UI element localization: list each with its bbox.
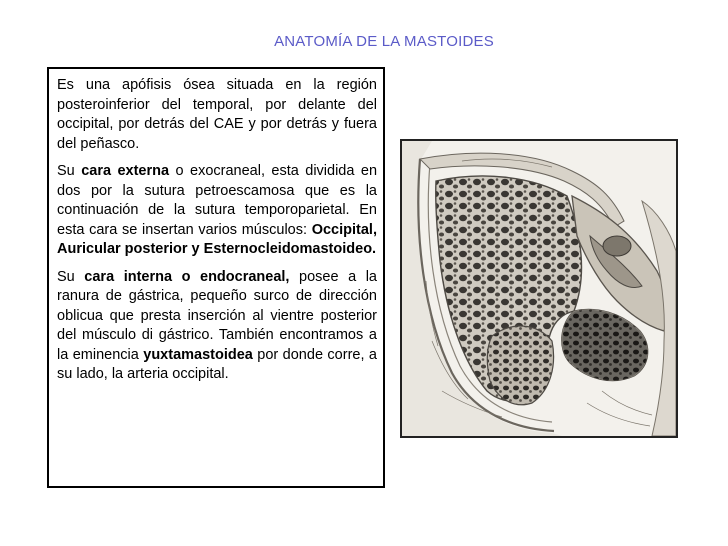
text-run: Su [57,163,82,179]
paragraph-external-face [57,162,377,260]
text-run: posee a la ranura de gástrica, pequeño surco de dirección oblicua que presta inserción al vientre posterior del músculo di gástrico. También encontramos a la eminencia [57,268,377,363]
mastoid-drawing [402,141,676,436]
description-box [47,67,385,488]
text-run: por donde corre, a su lado, la arteria occipital. [57,346,377,382]
paragraph-intro: Es una apófisis ósea situada en la región posteroinferior del temporal, por delante del occipital, por detrás del CAE y por detrás y fuera del peñasco. [57,77,377,152]
paragraph-internal-face [57,268,377,385]
page-title: ANATOMÍA DE LA MASTOIDES [274,33,494,50]
text-run: Su [57,268,85,285]
bold-muscles-list: Occipital, Auricular posterior y Esternocleidomastoideo. [57,221,377,257]
bold-term-external-face: cara externa [81,163,170,179]
bold-term-internal-face: cara interna o endocraneal, [84,268,290,285]
mastoid-illustration [400,139,678,438]
text-run: o exocraneal, esta dividida en dos por la sutura petroescamosa que es la continuación de la sutura temporoparietal. En esta cara se insertan varios músculos: [57,163,378,238]
bold-term-yuxtamastoidea: yuxtamastoidea [143,346,253,363]
